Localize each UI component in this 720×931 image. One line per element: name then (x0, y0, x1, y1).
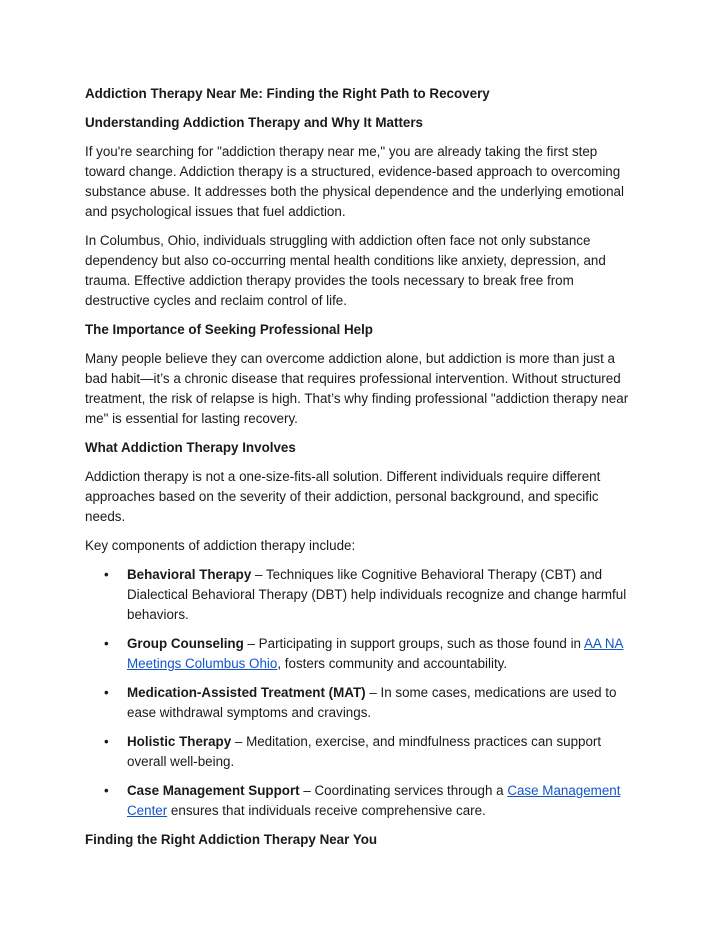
link-aa-na-meetings[interactable]: AA NA Meetings Columbus Ohio (127, 636, 624, 671)
list-item (85, 781, 641, 821)
list-item-term: Group Counseling (127, 636, 244, 651)
list-item-text: ensures that individuals receive comprehensive care. (167, 803, 486, 818)
paragraph-professional-help: Many people believe they can overcome addiction alone, but addiction is more than just a bad habit—it’s a chronic disease that requires professional intervention. Without structured treatment, the risk of relapse is high. That’s why finding professional "addiction therapy near me" is essential for lasting recovery. (85, 351, 629, 426)
bullet-icon: • (104, 636, 109, 651)
list-item-text: – Techniques like Cognitive Behavioral Therapy (CBT) and Dialectical Behavioral Therapy (DBT) help individuals recognize and change harmful behaviors. (127, 567, 627, 622)
paragraph-one-size: Addiction therapy is not a one-size-fits-all solution. Different individuals require different approaches based on the severity of their addiction, personal background, and specific needs. (85, 469, 601, 524)
section-heading-involves: What Addiction Therapy Involves (85, 440, 296, 455)
section-heading-importance: The Importance of Seeking Professional Help (85, 322, 373, 337)
paragraph-intro: If you're searching for "addiction therapy near me," you are already taking the first step toward change. Addiction therapy is a structured, evidence-based approach to overcoming substance abuse. It addresses both the physical dependence and the underlying emotional and psychological issues that fuel addiction. (85, 144, 624, 219)
list-item-text: – Participating in support groups, such as those found in (243, 636, 584, 651)
list-item (85, 732, 641, 772)
components-list (85, 565, 641, 821)
paragraph-columbus: In Columbus, Ohio, individuals struggling with addiction often face not only substance dependency but also co-occurring mental health conditions like anxiety, depression, and trauma. Effective addiction therapy provides the tools necessary to break free from destructive cycles and reclaim control of life. (85, 233, 606, 308)
list-item-text: – Coordinating services through a (299, 783, 508, 798)
paragraph-key-components: Key components of addiction therapy include: (85, 538, 356, 553)
list-item-term: Medication-Assisted Treatment (MAT) (127, 685, 366, 700)
list-item (85, 634, 641, 674)
link-case-management-center[interactable]: Case Management Center (127, 783, 621, 818)
document-title: Addiction Therapy Near Me: Finding the Right Path to Recovery (85, 86, 490, 101)
section-heading-finding: Finding the Right Addiction Therapy Near You (85, 832, 378, 847)
bullet-icon: • (104, 783, 109, 798)
bullet-icon: • (104, 567, 109, 582)
section-heading-understanding: Understanding Addiction Therapy and Why It Matters (85, 115, 424, 130)
bullet-icon: • (104, 685, 109, 700)
list-item-term: Behavioral Therapy (127, 567, 252, 582)
list-item-term: Holistic Therapy (127, 734, 232, 749)
list-item (85, 683, 641, 723)
list-item (85, 565, 641, 625)
list-item-text: – In some cases, medications are used to ease withdrawal symptoms and cravings. (127, 685, 617, 720)
bullet-icon: • (104, 734, 109, 749)
list-item-term: Case Management Support (127, 783, 300, 798)
list-item-text: – Meditation, exercise, and mindfulness practices can support overall well-being. (127, 734, 602, 769)
list-item-text: , fosters community and accountability. (277, 656, 508, 671)
document-page (85, 84, 641, 859)
